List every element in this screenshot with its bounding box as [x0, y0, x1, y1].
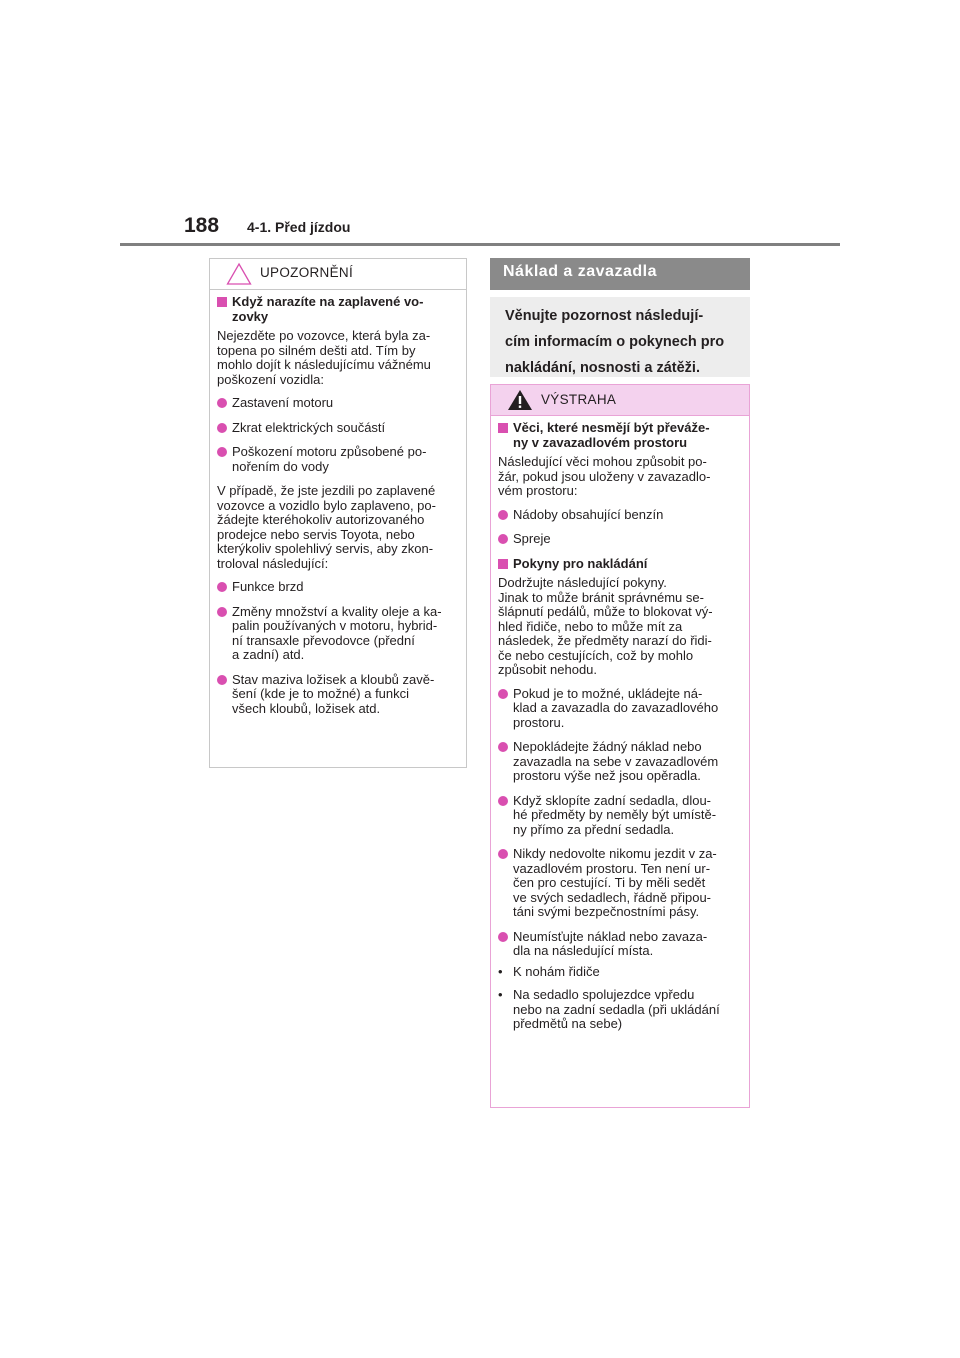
text: Změny množství a kvality oleje a ka- palin používaných v motoru, hybrid- ní transaxle převodovce (přední a zadní) atd.: [232, 603, 442, 662]
caution-box: [209, 258, 467, 768]
list-item: [498, 740, 742, 784]
bullet-dot-icon: [498, 932, 508, 942]
bullet-dot-icon: [217, 675, 227, 685]
text: Pokud je to možné, ukládejte ná- klad a zavazadla do zavazadlového prostoru.: [513, 685, 719, 730]
caution-paragraph-2: V případě, že jste jezdili po zaplavené vozovce a vozidlo bylo zaplaveno, po- žádejte kteréhokoliv autorizovaného prodejce nebo servis Toyota, nebo kterýkoliv spolehlivý servis, aby zkon- troloval následující:: [217, 483, 436, 571]
bullet-dot-icon: [498, 849, 508, 859]
bullet-dot-icon: [217, 607, 227, 617]
text: Neumísťujte náklad nebo zavaza- dla na následující místa.: [513, 928, 708, 958]
caution-intro: Nejezděte po vozovce, která byla za- topena po silném dešti atd. Tím by mohlo dojít k následujícímu vážnému poškození vozidla:: [217, 328, 431, 387]
caution-bullet-list-2: [217, 580, 459, 716]
bullet-dot-icon: [217, 398, 227, 408]
warning-dash-list: [498, 965, 742, 1032]
text: Zkrat elektrických součástí: [232, 419, 386, 435]
text: Na sedadlo spolujezdce vpředu nebo na zadní sedadla (při ukládání předmětů na sebe): [513, 987, 720, 1031]
dash-bullet-icon: •: [498, 963, 503, 979]
text: K nohám řidiče: [513, 963, 600, 979]
text: Funkce brzd: [232, 579, 304, 594]
list-item: [498, 847, 742, 920]
list-item: [498, 988, 742, 1032]
caution-bullet-list-1: [217, 396, 459, 474]
text: Poškození motoru způsobené po- nořením do vody: [232, 444, 427, 474]
list-item: [217, 396, 459, 411]
list-item: [498, 532, 742, 547]
text: Nikdy nedovolte nikomu jezdit v za- vazadlovém prostoru. Ten není ur- čen pro cestující. Ti by měli sedět ve svých sedadlech, řádně připou- táni svými bezpečnostními pásy.: [513, 846, 717, 919]
square-bullet-icon: [498, 423, 508, 433]
list-item: [498, 965, 742, 980]
bullet-dot-icon: [498, 534, 508, 544]
bullet-dot-icon: [498, 796, 508, 806]
list-item: [498, 794, 742, 838]
square-bullet-icon: [498, 559, 508, 569]
text: Pokyny pro nakládání: [513, 555, 648, 571]
list-item: [498, 930, 742, 959]
topic-title-bar: Náklad a zavazadla: [490, 258, 750, 290]
list-item: [498, 687, 742, 731]
list-item: [217, 421, 459, 436]
page-number: 188: [184, 214, 220, 237]
warning-bullet-list-1: [498, 508, 742, 547]
caution-title: UPOZORNĚNÍ: [260, 265, 354, 280]
text: Zastavení motoru: [232, 395, 334, 410]
warning-intro-2: Dodržujte následující pokyny. Jinak to může bránit správnému se- šlápnutí pedálů, může to blokovat vý- hled řidiče, nebo to může mít za následek, že předměty narazí do řidi- če nebo cestujících, což by mohlo způsobit nehodu.: [498, 575, 713, 677]
text: Spreje: [513, 531, 551, 546]
warning-triangle-icon: [507, 389, 533, 411]
list-item: [217, 580, 459, 595]
topic-intro: Věnujte pozornost následují- cím informacím o pokynech pro nakládání, nosnosti a zátěži.: [490, 297, 750, 377]
text: Když sklopíte zadní sedadla, dlou- hé předměty by neměly být umístě- ny přímo za přední sedadla.: [513, 792, 717, 837]
text: Když narazíte na zaplavené vo- zovky: [232, 294, 424, 324]
bullet-dot-icon: [498, 510, 508, 520]
bullet-dot-icon: [498, 742, 508, 752]
list-item: [498, 508, 742, 523]
text: Věci, které nesmějí být převáže- ny v zavazadlovém prostoru: [513, 420, 710, 450]
warning-heading-2: [498, 557, 742, 572]
text: Nádoby obsahující benzín: [513, 506, 664, 522]
caution-header: [210, 259, 466, 290]
warning-bullet-list-2: [498, 687, 742, 959]
bullet-dot-icon: [217, 423, 227, 433]
warning-intro-1: Následující věci mohou způsobit po- žár, pokud jsou uloženy v zavazadlo- vém prostoru:: [498, 454, 711, 498]
warning-heading-1: [498, 421, 742, 450]
section-title: 4-1. Před jízdou: [247, 219, 351, 235]
caution-heading: [217, 295, 459, 324]
list-item: [217, 445, 459, 474]
text: Stav maziva ložisek a kloubů zavě- šení (kde je to možné) a funkci všech kloubů, ložisek atd.: [232, 671, 435, 716]
list-item: [217, 605, 459, 663]
header-rule: [120, 243, 840, 246]
bullet-dot-icon: [498, 689, 508, 699]
caution-triangle-icon: [226, 262, 252, 286]
bullet-dot-icon: [217, 582, 227, 592]
list-item: [217, 673, 459, 717]
dash-bullet-icon: •: [498, 987, 503, 1002]
bullet-dot-icon: [217, 447, 227, 457]
warning-header: [491, 385, 749, 416]
warning-title: VÝSTRAHA: [541, 392, 617, 407]
text: Nepokládejte žádný náklad nebo zavazadla na sebe v zavazadlovém prostoru výše než jsou opěradla.: [513, 739, 719, 783]
warning-box: [490, 384, 750, 1108]
square-bullet-icon: [217, 297, 227, 307]
